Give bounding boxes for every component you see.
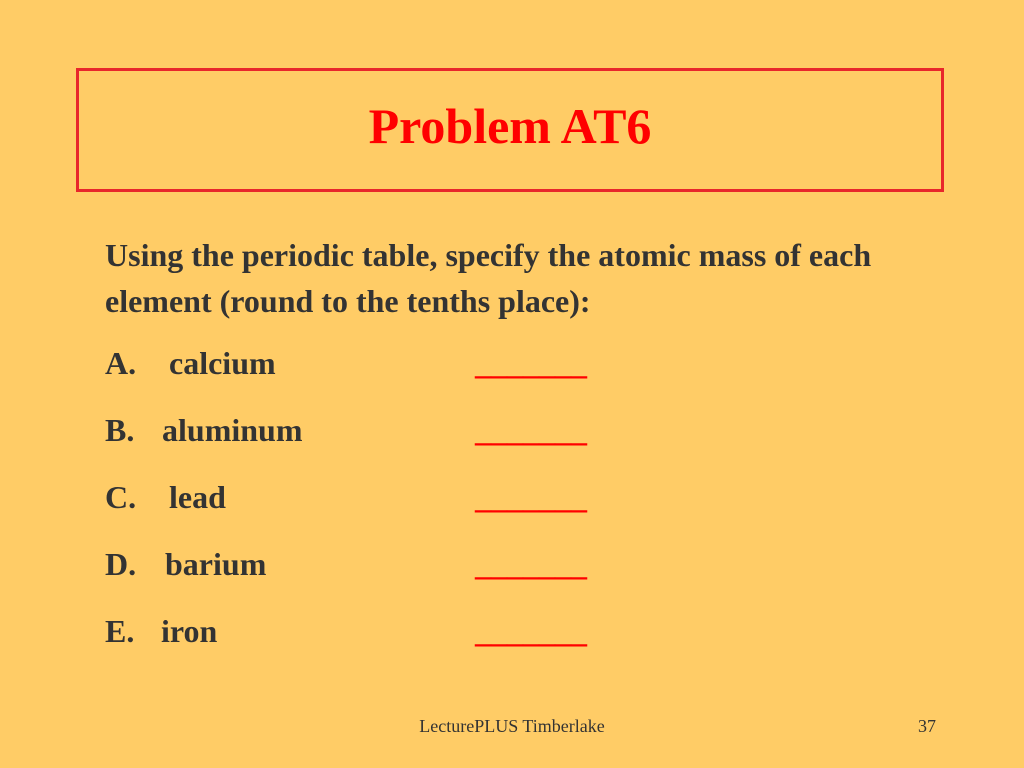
list-item-lead <box>105 477 665 544</box>
answer-blank: _______ <box>475 479 587 515</box>
item-letter: E. <box>105 613 135 649</box>
item-element-name: iron <box>161 613 218 649</box>
problem-prompt: Using the periodic table, specify the atomic mass of each element (round to the tenths place): <box>105 237 872 319</box>
list-item-barium <box>105 544 665 611</box>
answer-blank: _______ <box>475 613 587 649</box>
list-item-aluminum <box>105 410 665 477</box>
item-letter: C. <box>105 479 137 515</box>
item-letter: B. <box>105 412 135 448</box>
answer-blank: _______ <box>475 546 587 582</box>
item-element-name: aluminum <box>162 412 303 448</box>
item-element-name: lead <box>169 479 226 515</box>
answer-blank: _______ <box>475 345 587 381</box>
title-box <box>76 68 944 192</box>
list-item-iron <box>105 611 665 678</box>
list-item-calcium <box>105 343 665 410</box>
slide-title: Problem AT6 <box>368 98 652 154</box>
item-element-name: barium <box>165 546 267 582</box>
element-list <box>105 343 665 678</box>
item-letter: D. <box>105 546 137 582</box>
page-number: 37 <box>918 716 936 736</box>
footer-credit: LecturePLUS Timberlake <box>419 716 605 736</box>
answer-blank: _______ <box>475 412 587 448</box>
item-letter: A. <box>105 345 137 381</box>
item-element-name: calcium <box>169 345 276 381</box>
